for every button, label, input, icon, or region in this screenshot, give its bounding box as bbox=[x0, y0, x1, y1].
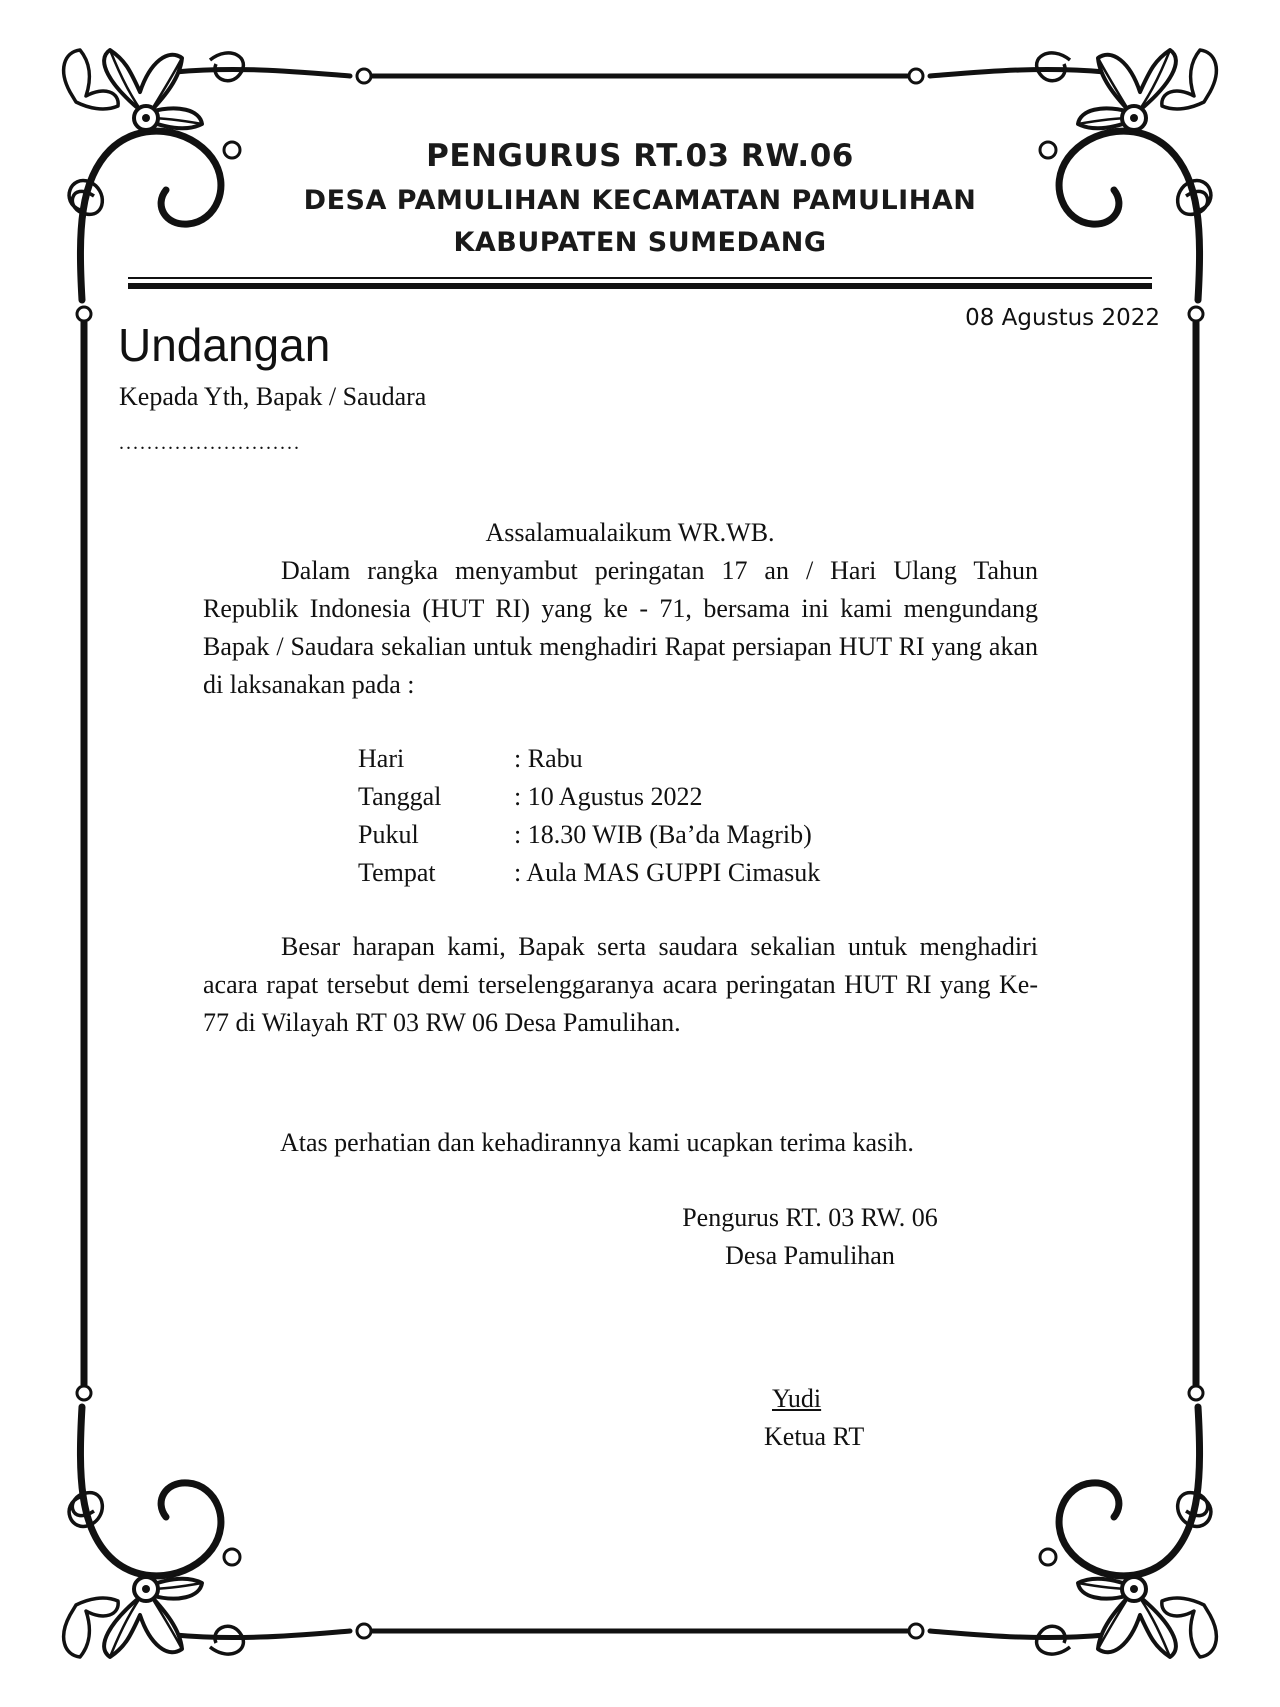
greeting: Assalamualaikum WR.WB. bbox=[485, 518, 775, 547]
header-line-3: KABUPATEN SUMEDANG bbox=[453, 227, 827, 258]
signature-block bbox=[764, 1380, 864, 1456]
detail-row-time bbox=[358, 816, 820, 854]
corner-ornament-bottom-right bbox=[909, 1386, 1216, 1657]
detail-label: Tempat bbox=[358, 858, 436, 887]
paragraph-invitation: Dalam rangka menyambut peringatan 17 an / Hari Ulang Tahun Republik Indonesia (HUT RI) yang ke - 71, bersama ini kami mengundang Bapak / Saudara sekalian untuk menghadiri Rapat persiapan HUT RI yang akan di laksanakan pada : bbox=[203, 556, 1038, 699]
signatory-name: Yudi bbox=[772, 1384, 822, 1413]
detail-value: : 18.30 WIB (Ba’da Magrib) bbox=[514, 820, 812, 849]
corner-ornament-bottom-left bbox=[64, 1386, 371, 1657]
letter-date: 08 Agustus 2022 bbox=[965, 305, 1160, 331]
org-line-1: Pengurus RT. 03 RW. 06 bbox=[682, 1203, 938, 1232]
paragraph-hope: Besar harapan kami, Bapak serta saudara sekalian untuk menghadiri acara rapat tersebut demi terselenggaranya acara peringatan HUT RI yang Ke-77 di Wilayah RT 03 RW 06 Desa Pamulihan. bbox=[203, 932, 1038, 1037]
recipient-line: Kepada Yth, Bapak / Saudara bbox=[119, 382, 427, 411]
detail-label: Tanggal bbox=[358, 782, 442, 811]
signatory-role: Ketua RT bbox=[764, 1422, 865, 1451]
detail-row-place bbox=[358, 854, 820, 892]
detail-row-date bbox=[358, 778, 820, 816]
detail-row-day bbox=[358, 740, 820, 778]
detail-label: Hari bbox=[358, 744, 405, 773]
letter-title: Undangan bbox=[118, 319, 331, 371]
detail-label: Pukul bbox=[358, 820, 419, 849]
closing-line: Atas perhatian dan kehadirannya kami ucapkan terima kasih. bbox=[280, 1128, 914, 1157]
event-details bbox=[358, 740, 820, 892]
org-line-2: Desa Pamulihan bbox=[725, 1241, 895, 1270]
detail-value: : 10 Agustus 2022 bbox=[514, 782, 703, 811]
detail-value: : Aula MAS GUPPI Cimasuk bbox=[514, 858, 821, 887]
header-line-1: PENGURUS RT.03 RW.06 bbox=[426, 138, 854, 174]
header-line-2: DESA PAMULIHAN KECAMATAN PAMULIHAN bbox=[303, 185, 977, 216]
signatory-organization bbox=[640, 1199, 980, 1275]
detail-value: : Rabu bbox=[514, 744, 583, 773]
recipient-blank: .......................... bbox=[119, 432, 301, 454]
